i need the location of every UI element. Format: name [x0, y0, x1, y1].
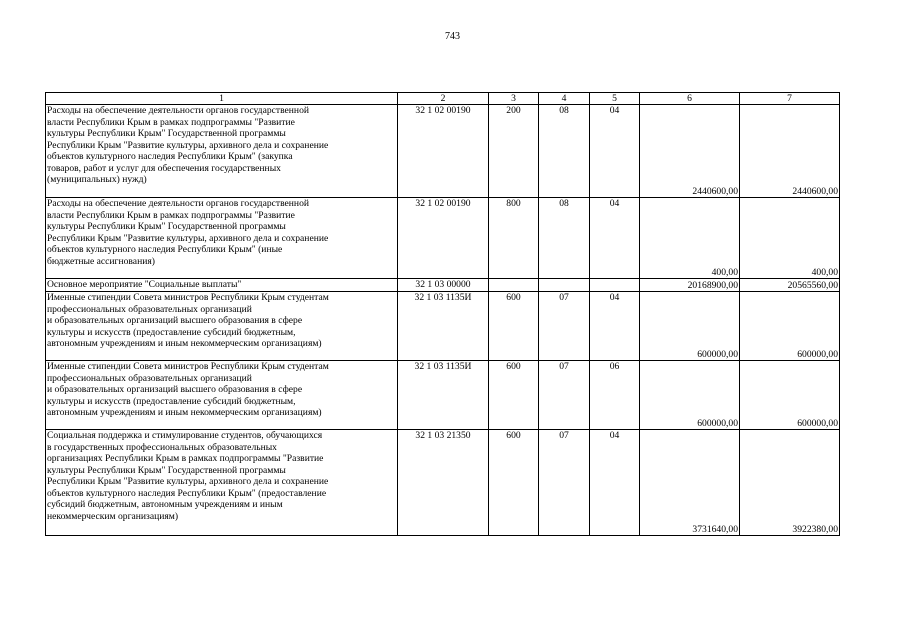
- row-section: 07: [539, 430, 590, 536]
- row-subsection: 04: [590, 430, 640, 536]
- row-amount-2: [740, 198, 840, 279]
- amount-value: 600000,00: [697, 417, 738, 429]
- row-amount-2: [740, 292, 840, 361]
- row-section: 08: [539, 105, 590, 198]
- row-amount-2: [740, 105, 840, 198]
- row-amount-1: [640, 430, 740, 536]
- table-row: [46, 361, 840, 430]
- row-expense-type: 600: [489, 361, 539, 430]
- amount-value: 2440600,00: [692, 185, 738, 197]
- table-row: [46, 279, 840, 292]
- row-target-article: 32 1 03 1135И: [398, 292, 489, 361]
- amount-value: 3731640,00: [692, 523, 738, 535]
- table-row: [46, 292, 840, 361]
- row-section: 07: [539, 292, 590, 361]
- amount-value: 3922380,00: [792, 523, 838, 535]
- row-target-article: 32 1 02 00190: [398, 105, 489, 198]
- row-description: Именные стипендии Совета министров Республики Крым студентам профессиональных образовательных организаций и образовательных организаций высшего образования в сфере культуры и искусств (предоставление субсидий бюджетным, автономным учреждениям и иным некоммерческим организациям): [46, 292, 398, 361]
- row-target-article: 32 1 03 1135И: [398, 361, 489, 430]
- row-expense-type: [489, 279, 539, 292]
- column-header: 5: [590, 93, 640, 105]
- row-expense-type: 600: [489, 292, 539, 361]
- column-header: 1: [46, 93, 398, 105]
- budget-table: [45, 92, 840, 536]
- table-header-row: [46, 93, 840, 105]
- row-section: 07: [539, 361, 590, 430]
- row-description: Именные стипендии Совета министров Республики Крым студентам профессиональных образовательных организаций и образовательных организаций высшего образования в сфере культуры и искусств (предоставление субсидий бюджетным, автономным учреждениям и иным некоммерческим организациям): [46, 361, 398, 430]
- amount-value: 600000,00: [797, 417, 838, 429]
- row-subsection: 04: [590, 198, 640, 279]
- table-row: [46, 198, 840, 279]
- row-amount-1: [640, 292, 740, 361]
- row-amount-2: [740, 361, 840, 430]
- row-subsection: 06: [590, 361, 640, 430]
- row-amount-2: [740, 279, 840, 292]
- row-subsection: [590, 279, 640, 292]
- row-amount-2: [740, 430, 840, 536]
- row-target-article: 32 1 03 21350: [398, 430, 489, 536]
- row-expense-type: 200: [489, 105, 539, 198]
- row-subsection: 04: [590, 105, 640, 198]
- column-header: 2: [398, 93, 489, 105]
- row-expense-type: 600: [489, 430, 539, 536]
- row-target-article: 32 1 02 00190: [398, 198, 489, 279]
- table-row: [46, 105, 840, 198]
- row-amount-1: [640, 198, 740, 279]
- row-amount-1: [640, 361, 740, 430]
- column-header: 6: [640, 93, 740, 105]
- amount-value: 600000,00: [697, 348, 738, 360]
- column-header: 7: [740, 93, 840, 105]
- amount-value: 2440600,00: [792, 185, 838, 197]
- row-amount-1: [640, 279, 740, 292]
- page-number: 743: [445, 31, 460, 42]
- row-description: Социальная поддержка и стимулирование студентов, обучающихся в государственных профессиональных образовательных организациях Республики Крым в рамках подпрограммы "Развитие культуры Республики Крым" Государственной программы Республики Крым "Развитие культуры, архивного дела и сохранение объектов культурного наследия Республики Крым" (предоставление субсидий бюджетным, автономным учреждениям и иным некоммерческим организациям): [46, 430, 398, 536]
- amount-value: 20168900,00: [687, 279, 738, 291]
- row-expense-type: 800: [489, 198, 539, 279]
- amount-value: 600000,00: [797, 348, 838, 360]
- row-subsection: 04: [590, 292, 640, 361]
- amount-value: 20565560,00: [787, 279, 838, 291]
- row-section: 08: [539, 198, 590, 279]
- column-header: 3: [489, 93, 539, 105]
- row-description: Основное мероприятие "Социальные выплаты": [46, 279, 398, 292]
- row-description: Расходы на обеспечение деятельности органов государственной власти Республики Крым в рамках подпрограммы "Развитие культуры Республики Крым" Государственной программы Республики Крым "Развитие культуры, архивного дела и сохранение объектов культурного наследия Республики Крым" (закупка товаров, работ и услуг для обеспечения государственных (муниципальных) нужд): [46, 105, 398, 198]
- amount-value: 400,00: [811, 266, 838, 278]
- table-row: [46, 430, 840, 536]
- row-target-article: 32 1 03 00000: [398, 279, 489, 292]
- row-description: Расходы на обеспечение деятельности органов государственной власти Республики Крым в рамках подпрограммы "Развитие культуры Республики Крым" Государственной программы Республики Крым "Развитие культуры, архивного дела и сохранение объектов культурного наследия Республики Крым" (иные бюджетные ассигнования): [46, 198, 398, 279]
- amount-value: 400,00: [711, 266, 738, 278]
- row-section: [539, 279, 590, 292]
- row-amount-1: [640, 105, 740, 198]
- column-header: 4: [539, 93, 590, 105]
